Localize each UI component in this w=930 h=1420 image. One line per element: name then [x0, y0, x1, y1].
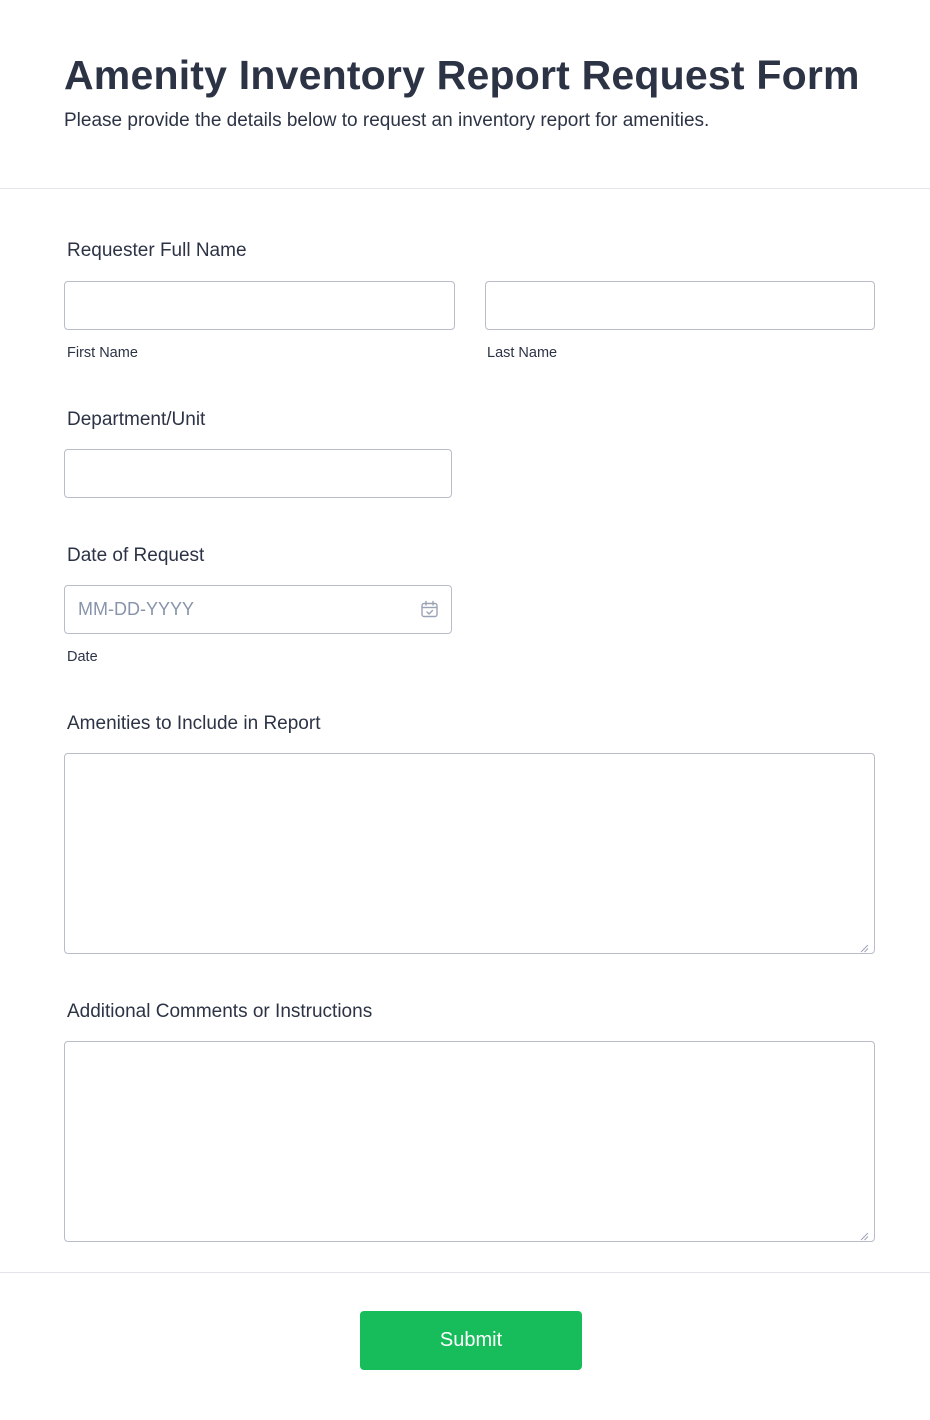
last-name-sublabel: Last Name — [487, 345, 558, 361]
resize-handle-icon[interactable] — [860, 940, 869, 949]
comments-textarea[interactable] — [64, 1041, 875, 1242]
date-field — [64, 585, 452, 634]
form-subtitle: Please provide the details below to request an inventory report for amenities. — [64, 110, 710, 131]
date-of-request-label: Date of Request — [67, 545, 205, 566]
resize-handle-icon[interactable] — [860, 1228, 869, 1237]
first-name-sublabel: First Name — [67, 345, 138, 361]
form-header — [0, 0, 930, 189]
amenities-textarea[interactable] — [64, 753, 875, 954]
submit-button[interactable]: Submit — [360, 1311, 582, 1370]
comments-label: Additional Comments or Instructions — [67, 1001, 373, 1022]
department-input[interactable] — [64, 449, 452, 498]
calendar-icon[interactable] — [420, 600, 439, 619]
requester-name-label: Requester Full Name — [67, 240, 247, 261]
date-input[interactable] — [64, 585, 452, 634]
form-title: Amenity Inventory Report Request Form — [64, 52, 860, 98]
department-label: Department/Unit — [67, 409, 206, 430]
date-sublabel: Date — [67, 649, 98, 665]
amenities-label: Amenities to Include in Report — [67, 713, 321, 734]
first-name-input[interactable] — [64, 281, 455, 330]
last-name-input[interactable] — [485, 281, 875, 330]
